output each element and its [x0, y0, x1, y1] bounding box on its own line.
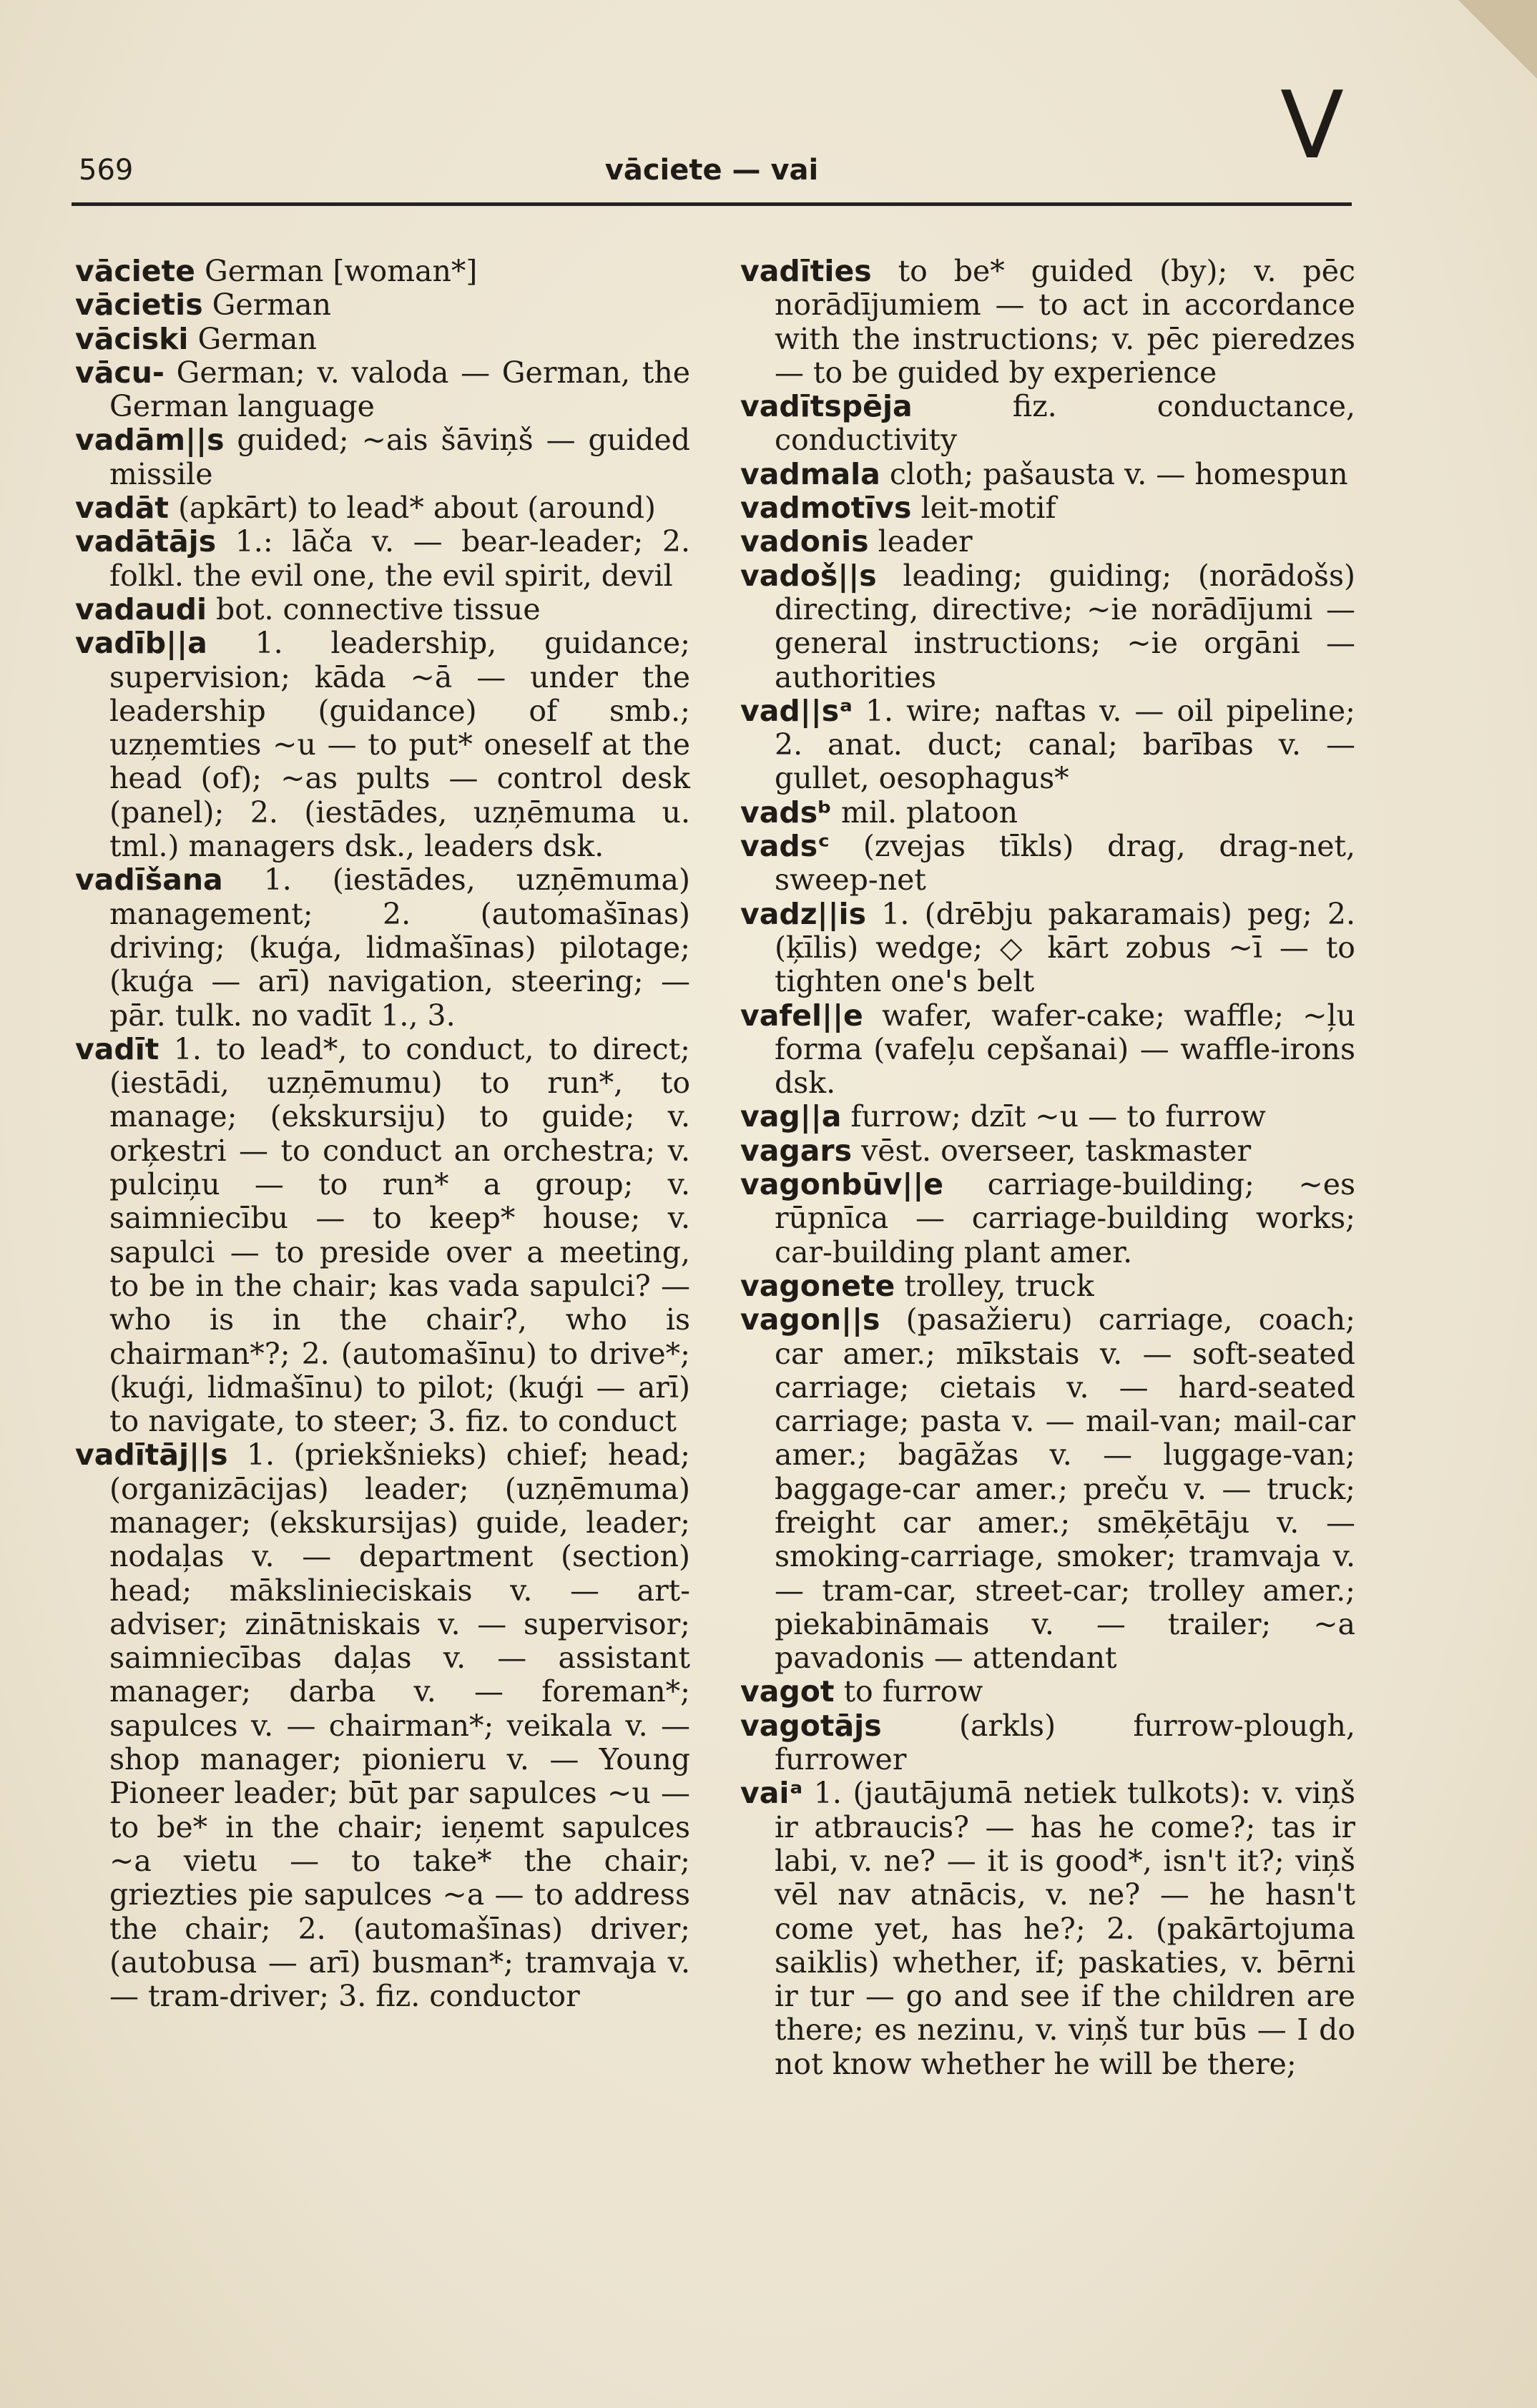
dictionary-entry	[740, 1675, 1355, 1709]
dictionary-entry	[75, 323, 690, 356]
definition: 1. (jautājumā netiek tulkots): v. viņš ir atbraucis? — has he come?; tas ir labi, v. ne? — it is good*, isn't it?; viņš vēl nav atnācis, v. ne? — he hasn't come yet, has he?; 2. (pakārtojuma saiklis) whether, if; paskaties, v. bērni ir tur — go and see if the children are there; es nezinu, v. viņš tur būs — I do not know whether he will be there;	[775, 1776, 1355, 2081]
headword: vagotājs	[740, 1708, 882, 1743]
headword: vad||sᵃ	[740, 693, 853, 728]
dictionary-entry	[740, 1709, 1355, 1777]
headword: vadmala	[740, 456, 880, 491]
headword: vadz||is	[740, 896, 867, 931]
definition: German [woman*]	[205, 254, 478, 288]
dictionary-entry	[75, 423, 690, 491]
definition: (zvejas tīkls) drag, drag-net, sweep-net	[775, 829, 1355, 898]
headword: vadsᵇ	[740, 795, 832, 830]
headword: vāciete	[75, 254, 195, 288]
dictionary-entry	[740, 255, 1355, 390]
headword: vācietis	[75, 288, 203, 323]
definition: to be* guided (by); v. pēc norādījumiem — to act in accordance with the instructions; v. pēc pieredzes — to be guided by experience	[775, 254, 1355, 390]
headword: vadām||s	[75, 423, 225, 458]
headword: vadātājs	[75, 524, 217, 559]
definition: 1. (iestādes, uzņēmuma) management; 2. (automašīnas) driving; (kuģa, lidmašīnas) pilotage; (kuģa — arī) navigation, steering; — pār. tulk. no vadīt 1., 3.	[109, 863, 690, 1033]
definition: fiz. conductance, conductivity	[775, 389, 1355, 458]
dictionary-entry	[75, 593, 690, 626]
definition: to furrow	[843, 1674, 983, 1709]
headword: vagars	[740, 1133, 853, 1168]
definition: carriage-building; ~es rūpnīca — carriage-building works; car-building plant amer.	[775, 1167, 1355, 1269]
dictionary-entry	[740, 525, 1355, 559]
dictionary-entry	[740, 999, 1355, 1101]
definition: (apkārt) to lead* about (around)	[178, 491, 656, 526]
headword: vagot	[740, 1674, 835, 1709]
definition: 1. wire; naftas v. — oil pipeline; 2. anat. duct; canal; barības v. — gullet, oesophagus*	[775, 693, 1355, 796]
dictionary-entry	[75, 255, 690, 288]
dictionary-entry	[740, 1776, 1355, 2081]
definition: trolley, truck	[904, 1268, 1094, 1303]
dictionary-entry	[740, 1303, 1355, 1675]
definition: leading; guiding; (norādošs) directing, directive; ~ie norādījumi — general instructions; ~ie orgāni — authorities	[775, 558, 1355, 694]
definition: German; v. valoda — German, the German language	[109, 355, 690, 424]
headword: vadonis	[740, 524, 869, 559]
definition: 1. to lead*, to conduct, to direct; (iestādi, uzņēmumu) to run*, to manage; (ekskursiju) to guide; v. orķestri — to conduct an orchestra; v. pulciņu — to run* a group; v. saimniecību — to keep* house; v. sapulci — to preside over a meeting, to be in the chair; kas vada sapulci? — who is in the chair?, who is chairman*?; 2. (automašīnu) to drive*; (kuģi, lidmašīnu) to pilot; (kuģi — arī) to navigate, to steer; 3. fiz. to conduct	[109, 1031, 690, 1439]
definition: 1. (drēbju pakaramais) peg; 2. (ķīlis) wedge; ◇ kārt zobus ~ī — to tighten one's belt	[775, 896, 1355, 999]
headword: vaiᵃ	[740, 1776, 803, 1811]
dictionary-entry	[740, 1100, 1355, 1134]
headword: vāciski	[75, 321, 189, 356]
definition: 1. leadership, guidance; supervision; kāda ~ā — under the leadership (guidance) of smb.; uzņemties ~u — to put* oneself at the head (of); ~as pults — control desk (panel); 2. (iestādes, uzņēmuma u. tml.) managers dsk., leaders dsk.	[109, 626, 690, 864]
section-letter: V	[1280, 71, 1344, 180]
definition: (pasažieru) carriage, coach; car amer.; mīkstais v. — soft-seated carriage; cietais v. — hard-seated carriage; pasta v. — mail-van; mail-car amer.; bagāžas v. — luggage-van; baggage-car amer.; preču v. — truck; freight car amer.; smēķētāju v. — smoking-carriage, smoker; tramvaja v. — tram-car, street-car; trolley amer.; piekabināmais v. — trailer; ~a pavadonis — attendant	[775, 1302, 1355, 1676]
definition: 1. (priekšnieks) chief; head; (organizācijas) leader; (uzņēmuma) manager; (ekskursijas) guide, leader; nodaļas v. — department (section) head; mākslinieciskais v. — art-adviser; zinātniskais v. — supervisor; saimniecības daļas v. — assistant manager; darba v. — foreman*; sapulces v. — chairman*; veikala v. — shop manager; pionieru v. — Young Pioneer leader; būt par sapulces ~u — to be* in the chair; ieņemt sapulces ~a vietu — to take* the chair; griezties pie sapulces ~a — to address the chair; 2. (automašīnas) driver; (autobusa — arī) busman*; tramvaja v. — tram-driver; 3. fiz. conductor	[109, 1438, 690, 2014]
headword: vadīt	[75, 1031, 159, 1066]
headword: vadīšana	[75, 863, 223, 898]
headword: vadīties	[740, 254, 872, 288]
definition: leit-motif	[920, 491, 1056, 526]
headword: vafel||e	[740, 998, 863, 1033]
definition: German	[212, 288, 332, 323]
definition: (arkls) furrow-plough, furrower	[775, 1708, 1355, 1777]
definition: bot. connective tissue	[216, 591, 541, 626]
dictionary-entry	[75, 1438, 690, 2013]
dictionary-entry	[740, 694, 1355, 796]
definition: vēst. overseer, taskmaster	[861, 1133, 1252, 1168]
definition: German	[197, 321, 317, 356]
headword: vadoš||s	[740, 558, 877, 593]
dictionary-entry	[75, 288, 690, 322]
dictionary-entry	[740, 491, 1355, 525]
definition: wafer, wafer-cake; waffle; ~ļu forma (vafeļu cepšanai) — waffle-irons dsk.	[775, 998, 1355, 1101]
dictionary-entry	[740, 1168, 1355, 1269]
dictionary-entry	[740, 390, 1355, 458]
dictionary-entry	[75, 626, 690, 863]
headword: vācu-	[75, 355, 164, 390]
running-head: vāciete — vai	[604, 154, 819, 187]
headword: vagon||s	[740, 1302, 880, 1337]
dictionary-entry	[740, 898, 1355, 999]
page-header	[72, 154, 1352, 197]
headword: vadītspēja	[740, 389, 913, 424]
headword: vadītāj||s	[75, 1438, 228, 1473]
headword: vag||a	[740, 1099, 842, 1134]
dog-eared-corner	[1458, 0, 1537, 79]
dictionary-entry	[75, 1033, 690, 1439]
definition: cloth; pašausta v. — homespun	[889, 456, 1348, 491]
definition: leader	[878, 524, 973, 559]
page-number: 569	[79, 154, 134, 187]
dictionary-entry	[75, 525, 690, 593]
dictionary-entry	[75, 356, 690, 424]
dictionary-entry	[740, 1134, 1355, 1168]
definition: guided; ~ais šāviņš — guided missile	[109, 423, 690, 491]
definition: furrow; dzīt ~u — to furrow	[850, 1099, 1266, 1134]
dictionary-entry	[740, 458, 1355, 491]
dictionary-entry	[740, 1269, 1355, 1303]
right-column	[740, 255, 1355, 2081]
dictionary-entry	[740, 559, 1355, 694]
header-rule	[72, 202, 1352, 206]
dictionary-entry	[740, 796, 1355, 830]
headword: vadīb||a	[75, 626, 207, 661]
definition: 1.: lāča v. — bear-leader; 2. folkl. the evil one, the evil spirit, devil	[109, 524, 690, 593]
dictionary-entry	[740, 830, 1355, 898]
dictionary-entry	[75, 863, 690, 1032]
headword: vagonbūv||e	[740, 1167, 944, 1202]
headword: vadaudi	[75, 591, 207, 626]
definition: mil. platoon	[840, 795, 1018, 830]
headword: vagonete	[740, 1268, 895, 1303]
headword: vadmotīvs	[740, 491, 912, 526]
headword: vadāt	[75, 491, 170, 526]
dictionary-entry	[75, 491, 690, 525]
headword: vadsᶜ	[740, 829, 830, 864]
left-column	[75, 255, 690, 2013]
